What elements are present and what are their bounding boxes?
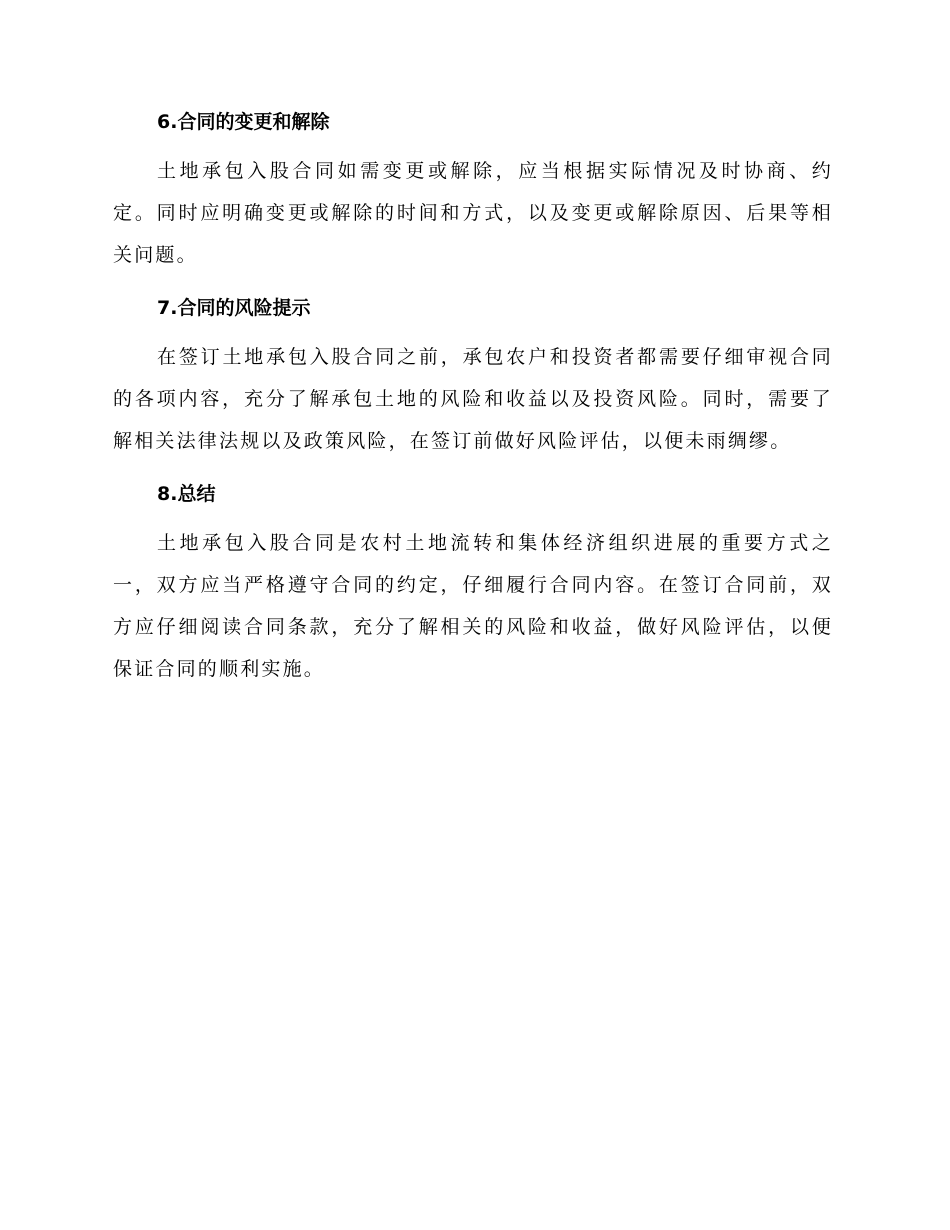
section-heading: 6.合同的变更和解除: [157, 111, 330, 133]
section-paragraph: 在签订土地承包入股合同之前，承包农户和投资者都需要仔细审视合同的各项内容，充分了解承包土地的风险和收益以及投资风险。同时，需要了解相关法律法规以及政策风险，在签订前做好风险评估，以便未雨绸缪。: [113, 346, 833, 452]
section-heading: 8.总结: [157, 483, 216, 505]
section-paragraph: 土地承包入股合同是农村土地流转和集体经济组织进展的重要方式之一，双方应当严格遵守合同的约定，仔细履行合同内容。在签订合同前，双方应仔细阅读合同条款，充分了解相关的风险和收益，做好风险评估，以便保证合同的顺利实施。: [113, 532, 833, 680]
section-summary: [113, 480, 833, 690]
section-heading: 7.合同的风险提示: [157, 297, 311, 319]
section-paragraph: 土地承包入股合同如需变更或解除，应当根据实际情况及时协商、约定。同时应明确变更或解除的时间和方式，以及变更或解除原因、后果等相关问题。: [113, 160, 833, 266]
section-contract-modification: [113, 108, 833, 276]
document-page: [113, 108, 833, 708]
section-risk-warning: [113, 294, 833, 462]
